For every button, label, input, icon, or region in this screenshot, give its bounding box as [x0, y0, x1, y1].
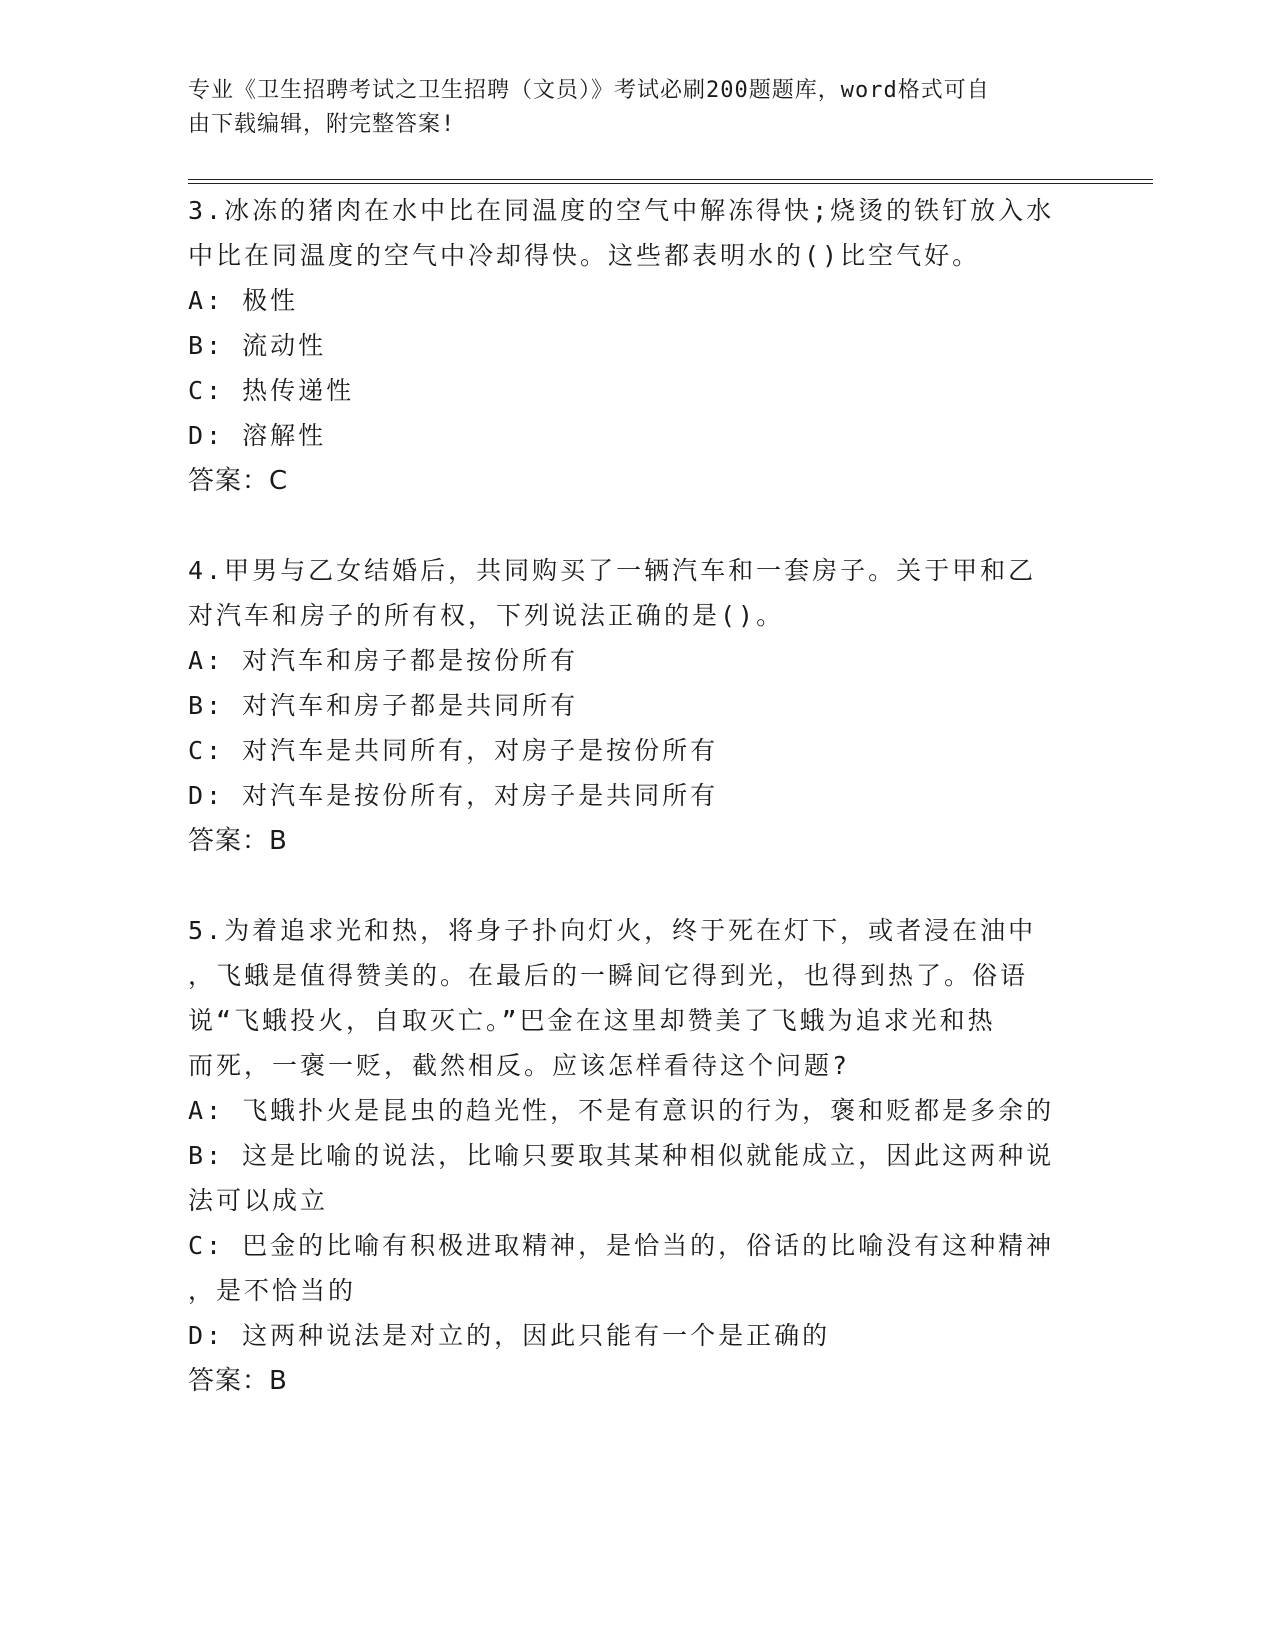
option-b: B: 流动性 — [188, 331, 327, 360]
option-d: D: 这两种说法是对立的，因此只能有一个是正确的 — [188, 1321, 831, 1350]
option-b: B: 对汽车和房子都是共同所有 — [188, 691, 579, 720]
header-line-2: 由下载编辑，附完整答案! — [188, 112, 456, 137]
header-line-1: 专业《卫生招聘考试之卫生招聘（文员）》考试必刷200题题库，word格式可自 — [188, 78, 990, 103]
stem-line: 而死，一褒一贬，截然相反。应该怎样看待这个问题? — [188, 1051, 851, 1080]
option-a: A: 飞蛾扑火是昆虫的趋光性，不是有意识的行为，褒和贬都是多余的 — [188, 1096, 1055, 1125]
stem-line: 4.甲男与乙女结婚后，共同购买了一辆汽车和一套房子。关于甲和乙 — [188, 556, 1037, 585]
answer-line: 答案：B — [188, 1366, 288, 1396]
option-line: B: 这是比喻的说法，比喻只要取其某种相似就能成立，因此这两种说 — [188, 1141, 1055, 1170]
option-line: ，是不恰当的 — [188, 1276, 357, 1305]
answer-line: 答案：B — [188, 826, 288, 856]
stem-line: 说“飞蛾投火，自取灭亡。”巴金在这里却赞美了飞蛾为追求光和热 — [188, 1006, 996, 1035]
question-stem — [188, 548, 1088, 638]
header-divider-bottom — [188, 183, 1153, 184]
question-5 — [188, 908, 1088, 1404]
option-c: C: 热传递性 — [188, 376, 355, 405]
option-d: D: 溶解性 — [188, 421, 327, 450]
question-4 — [188, 548, 1088, 864]
option-b — [188, 1133, 1088, 1223]
stem-line: ，飞蛾是值得赞美的。在最后的一瞬间它得到光，也得到热了。俗语 — [188, 961, 1029, 990]
question-list — [188, 188, 1088, 1448]
answer-line: 答案：C — [188, 466, 289, 496]
option-a: A: 对汽车和房子都是按份所有 — [188, 646, 579, 675]
option-c — [188, 1223, 1088, 1313]
header-divider-top — [188, 179, 1153, 180]
option-d: D: 对汽车是按份所有，对房子是共同所有 — [188, 781, 719, 810]
document-header — [188, 74, 1068, 142]
option-line: C: 巴金的比喻有积极进取精神，是恰当的，俗话的比喻没有这种精神 — [188, 1231, 1055, 1260]
stem-line: 3.冰冻的猪肉在水中比在同温度的空气中解冻得快;烧烫的铁钉放入水 — [188, 196, 1055, 225]
question-stem — [188, 908, 1088, 1088]
stem-line: 5.为着追求光和热，将身子扑向灯火，终于死在灯下，或者浸在油中 — [188, 916, 1037, 945]
option-a: A: 极性 — [188, 286, 299, 315]
question-3 — [188, 188, 1088, 504]
question-stem — [188, 188, 1088, 278]
option-line: 法可以成立 — [188, 1186, 329, 1215]
stem-line: 中比在同温度的空气中冷却得快。这些都表明水的()比空气好。 — [188, 241, 981, 270]
option-c: C: 对汽车是共同所有，对房子是按份所有 — [188, 736, 719, 765]
stem-line: 对汽车和房子的所有权，下列说法正确的是()。 — [188, 601, 785, 630]
